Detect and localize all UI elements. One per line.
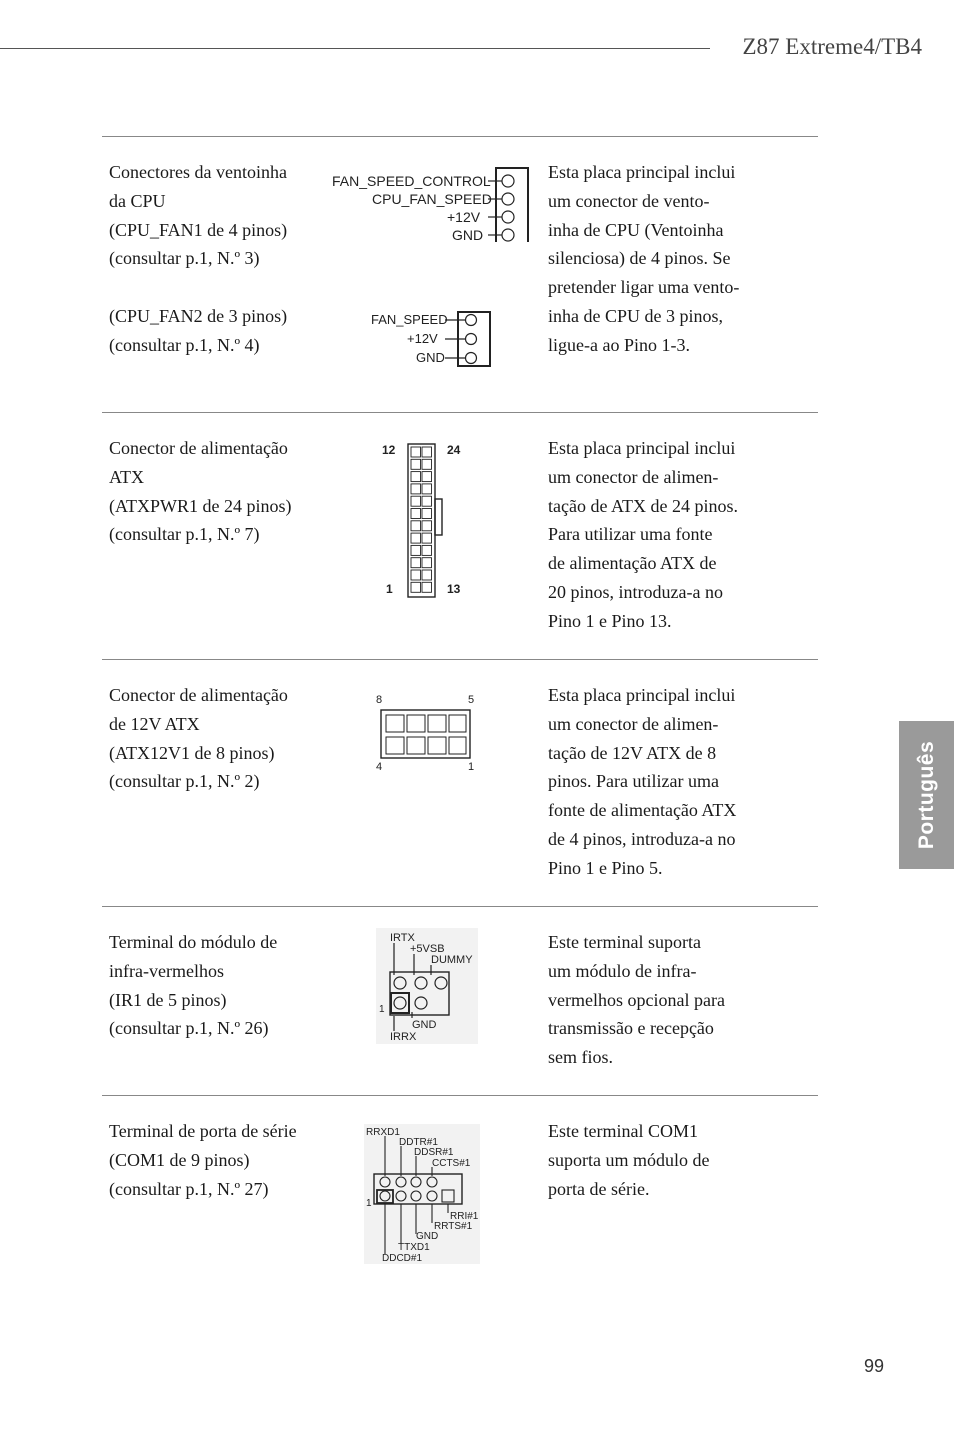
ir-title: Terminal do módulo de infra-vermelhos (IR1 de 5 pinos) (consultar p.1, N.º 26) (109, 932, 278, 1039)
svg-text:GND: GND (452, 227, 484, 242)
atx-pin (422, 447, 432, 457)
header-rule (0, 48, 710, 49)
atx-pin (411, 545, 421, 555)
atx-pin (411, 484, 421, 494)
atx12v-description: Esta placa principal inclui um conector de alimen- tação de 12V ATX de 8 pinos. Para utilizar uma fonte de alimentação ATX de 4 pinos, introduza-a no Pino 1 e Pino 5. (548, 685, 737, 878)
svg-text:FAN_SPEED_CONTROL: FAN_SPEED_CONTROL (332, 173, 491, 189)
atx-pin (411, 558, 421, 568)
svg-text:DUMMY: DUMMY (431, 954, 473, 966)
svg-text:CPU_FAN_SPEED: CPU_FAN_SPEED (372, 191, 492, 207)
atx-24pin-diagram (378, 440, 468, 600)
atx-pin (422, 533, 432, 543)
svg-text:13: 13 (447, 582, 461, 596)
svg-text:RRI#1: RRI#1 (450, 1211, 479, 1222)
atx-pin (422, 509, 432, 519)
ir-description: Este terminal suporta um módulo de infra- vermelhos opcional para transmissão e recepção sem fios. (548, 932, 725, 1068)
atx-pin (422, 545, 432, 555)
atx12v-8pin-diagram (372, 690, 482, 775)
svg-text:1: 1 (386, 582, 393, 596)
svg-text:5: 5 (468, 694, 475, 706)
svg-text:1: 1 (366, 1198, 372, 1209)
atx-power-description: Esta placa principal inclui um conector de alimen- tação de ATX de 24 pinos. Para utilizar uma fonte de alimentação ATX de 20 pinos, introduza-a no Pino 1 e Pino 13. (548, 438, 738, 631)
section-divider (102, 906, 818, 907)
svg-text:TTXD1: TTXD1 (398, 1242, 430, 1253)
atx-pin (411, 459, 421, 469)
atx-pin (422, 484, 432, 494)
atx-pin (422, 582, 432, 592)
page-title: Z87 Extreme4/TB4 (742, 34, 922, 59)
atx-power-title: Conector de alimentação ATX (ATXPWR1 de 24 pinos) (consultar p.1, N.º 7) (109, 438, 292, 545)
svg-text:DDSR#1: DDSR#1 (414, 1147, 454, 1158)
atx-pin (411, 521, 421, 531)
atx-pin (422, 496, 432, 506)
svg-text:4: 4 (376, 761, 383, 773)
cpu-fan1-pin-diagram (330, 166, 535, 242)
svg-text:DDCD#1: DDCD#1 (382, 1253, 423, 1264)
com-description: Este terminal COM1 suporta um módulo de porta de série. (548, 1121, 710, 1199)
atx12v-title: Conector de alimentação de 12V ATX (ATX12V1 de 8 pinos) (consultar p.1, N.º 2) (109, 685, 288, 792)
svg-text:IRTX: IRTX (390, 932, 415, 944)
svg-text:GND: GND (412, 1019, 437, 1031)
atx-pin (411, 582, 421, 592)
cpu-fan2-pin-diagram (370, 310, 495, 368)
language-tab (899, 721, 954, 869)
atx-pin (422, 472, 432, 482)
section-divider (102, 1095, 818, 1096)
atx-pin (411, 447, 421, 457)
svg-text:1: 1 (468, 761, 475, 773)
section-divider (102, 412, 818, 413)
svg-text:+12V: +12V (447, 209, 481, 225)
svg-text:GND: GND (416, 350, 445, 365)
atx-pin (411, 496, 421, 506)
cpu-fan-description: Esta placa principal inclui um conector de vento- inha de CPU (Ventoinha silenciosa) de 4 pinos. Se pretender ligar uma vento- inha de CPU de 3 pinos, ligue-a ao Pino 1-3. (548, 162, 740, 355)
atx-pin (422, 570, 432, 580)
svg-text:12: 12 (382, 443, 396, 457)
svg-text:IRRX: IRRX (390, 1031, 417, 1043)
svg-text:1: 1 (379, 1004, 385, 1015)
svg-text:GND: GND (416, 1231, 439, 1242)
svg-text:DDTR#1: DDTR#1 (399, 1137, 438, 1148)
language-tab-label: Português (914, 740, 938, 850)
atx-pin (411, 533, 421, 543)
svg-text:+12V: +12V (407, 331, 438, 346)
svg-text:+5VSB: +5VSB (410, 943, 445, 955)
com-title: Terminal de porta de série (COM1 de 9 pinos) (consultar p.1, N.º 27) (109, 1121, 297, 1199)
svg-text:CCTS#1: CCTS#1 (432, 1158, 471, 1169)
atx-pin (422, 459, 432, 469)
svg-text:24: 24 (447, 443, 461, 457)
page-number: 99 (864, 1356, 885, 1376)
section-divider (102, 659, 818, 660)
atx-pin (411, 472, 421, 482)
atx-pin (411, 570, 421, 580)
atx-pin (422, 558, 432, 568)
cpu-fan-title: Conectores da ventoinha da CPU (CPU_FAN1 de 4 pinos) (consultar p.1, N.º 3) (CPU_FAN2 de 3 pinos) (consultar p.1, N.º 4) (109, 162, 288, 355)
svg-text:RRTS#1: RRTS#1 (434, 1221, 473, 1232)
com-9pin-diagram (364, 1124, 480, 1264)
svg-text:8: 8 (376, 694, 383, 706)
svg-text:RRXD1: RRXD1 (366, 1127, 400, 1138)
atx-pin (411, 509, 421, 519)
atx-pin (422, 521, 432, 531)
ir-5pin-diagram (376, 928, 478, 1044)
svg-text:FAN_SPEED: FAN_SPEED (371, 312, 448, 327)
section-divider (102, 136, 818, 137)
